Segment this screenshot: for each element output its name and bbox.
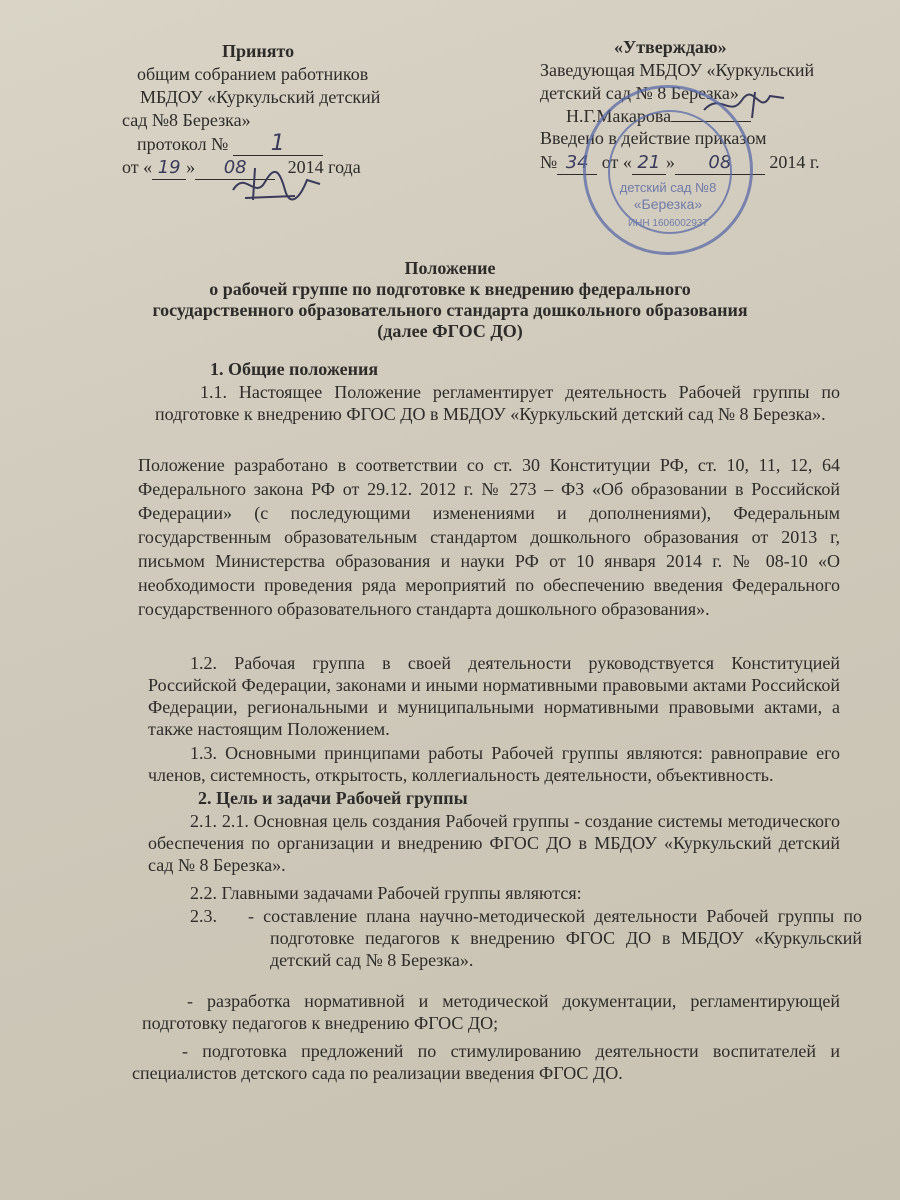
approve-line1: Заведующая МБДОУ «Куркульский	[540, 60, 815, 80]
order-from: от «	[601, 152, 632, 172]
order-mid: »	[665, 152, 675, 172]
date-year: 2014 года	[287, 157, 361, 177]
title-line4: (далее ФГОС ДО)	[377, 321, 523, 341]
title-line1: Положение	[404, 258, 496, 278]
approve-title: «Утверждаю»	[614, 37, 727, 57]
date-prefix: от «	[122, 157, 153, 177]
order-day: 21	[632, 152, 666, 175]
signature-icon	[225, 160, 335, 210]
accepted-title: Принято	[222, 41, 295, 61]
accepted-line3: сад №8 Березка»	[122, 110, 251, 130]
head-name-text: Н.Г.Макарова	[566, 106, 672, 126]
paragraph-2-1: 2.1. 2.1. Основная цель создания Рабочей группы - создание системы методического обеспечения по организации и внедрению ФГОС ДО в МБДОУ «Куркульский детский сад № 8 Березка».	[148, 811, 840, 875]
date-mid: »	[186, 157, 196, 177]
paragraph-2-2: 2.2. Главными задачами Рабочей группы являются:	[190, 883, 582, 903]
task-bullet-1: - разработка нормативной и методической документации, регламентирующей подготовку педагогов к внедрению ФГОС ДО;	[142, 991, 840, 1033]
approve-line4: Введено в действие приказом	[540, 128, 767, 148]
seal-line3: ИНН 1606002937	[627, 218, 709, 229]
protocol-line	[137, 133, 323, 156]
order-year: 2014 г.	[769, 152, 820, 172]
paragraph-2-3-number: 2.3.	[190, 906, 217, 926]
paragraph-1-2: 1.2. Рабочая группа в своей деятельности руководствуется Конституцией Российской Федерации, законами и иными нормативными правовыми актами Российской Федерации, региональными и муниципальными нормативными правовыми актами, а также настоящим Положением.	[148, 653, 840, 739]
task-bullet-2: - подготовка предложений по стимулированию деятельности воспитателей и специалистов детского сада по реализации введения ФГОС ДО.	[132, 1041, 840, 1083]
date-day: 19	[152, 157, 186, 180]
seal-line2: «Березка»	[633, 196, 703, 212]
order-month: 08	[675, 152, 765, 175]
organization-seal-icon	[583, 85, 753, 255]
paragraph-legal-basis: Положение разработано в соответствии со ст. 30 Конституции РФ, ст. 10, 11, 12, 64 Федерального закона РФ от 29.12. 2012 г. № 273 – ФЗ «Об образовании в Российской Федерации» (с последующими изменениями и дополнениями), Федеральным государственным образовательным стандартом дошкольного образования от 2013 г, письмом Министерства образования и науки РФ от 10 января 2014 г. № 08-10 «О необходимости проведения ряда мероприятий по обеспечению введения Федерального государственного образовательного стандарта дошкольного образования».	[138, 455, 840, 619]
approve-line2: детский сад № 8 Березка»	[540, 83, 739, 103]
section2-heading: 2. Цель и задачи Рабочей группы	[198, 788, 468, 808]
order-prefix: №	[540, 152, 558, 172]
paragraph-1-3: 1.3. Основными принципами работы Рабочей группы являются: равноправие его членов, системность, открытость, коллегиальность деятельности, объективность.	[148, 743, 840, 785]
accepted-line1: общим собранием работников	[137, 64, 369, 84]
protocol-label: протокол №	[137, 134, 229, 154]
accepted-line2: МБДОУ «Куркульский детский	[140, 87, 381, 107]
seal-line1: детский сад №8	[619, 180, 717, 195]
date-month: 08	[195, 157, 275, 180]
paragraph-2-3: - составление плана научно-методической деятельности Рабочей группы по подготовке педагогов к внедрению ФГОС ДО в МБДОУ «Куркульский детский сад № 8 Березка».	[248, 906, 862, 970]
section1-heading: 1. Общие положения	[210, 359, 379, 379]
paragraph-1-1: 1.1. Настоящее Положение регламентирует деятельность Рабочей группы по подготовке к внедрению ФГОС ДО в МБДОУ «Куркульский детский сад № 8 Березка».	[155, 382, 840, 424]
protocol-number: 1	[233, 133, 323, 156]
title-line2: о рабочей группе по подготовке к внедрению федерального	[209, 279, 691, 299]
title-line3: государственного образовательного стандарта дошкольного образования	[152, 300, 748, 320]
order-number: 34	[557, 152, 597, 175]
